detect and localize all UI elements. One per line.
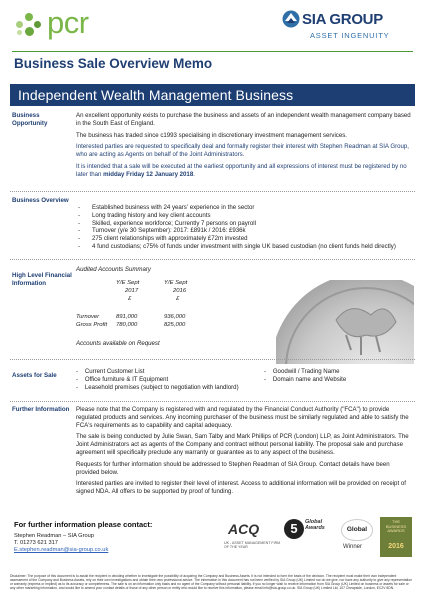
- section-label: Assets for Sale: [12, 372, 57, 379]
- pcr-logo: [14, 5, 134, 40]
- section-further-information: [10, 404, 415, 514]
- column-header: Y/E Sept: [116, 279, 140, 286]
- table-cell: 891,000: [116, 313, 138, 320]
- global-awards-logo: [284, 517, 332, 553]
- business-award-text: THE BUSINESS AWARDS: [385, 519, 407, 534]
- opportunity-paragraph: An excellent opportunity exists to purchase the business and assets of an independent wealth management company based in the South East of England.: [76, 112, 411, 127]
- global-text: Global: [346, 526, 368, 533]
- global-awards-number: 5: [284, 519, 304, 539]
- table-cell: 936,000: [164, 313, 186, 320]
- list-item: - Established business with 24 years' experience in the sector: [76, 204, 412, 212]
- section-label: Business Opportunity: [12, 112, 48, 127]
- disclaimer-text: Disclaimer: The purpose of this document is to assist the recipient in deciding whether to investigate the possibility of acquiring the Company and Business Assets. It is not intended to form the basis of the decision. The recipient must make their own independent assessment of the Company and Business Assets, rely on their own investigations and obtain their own professional advice. The information in this document has not been verified by SIA Group (UK) Limited nor do we give, nor have any authority to give any representation or warranty (express or implied) as to its accuracy or completeness. The sale is on an information only basis and no agent of the Company without personal liability. If you no longer wish to receive information from SIA Group (UK) Limited on business or assets for sale or any other marketing information, and would like to amend your contact details or those of any other person or entity who would like to receive this information, please email info@sia-group.co.uk. SIA Group (UK) Limited Ltd, 107 Cheapside, London, EC2V 6DN.: [10, 574, 412, 591]
- column-unit: £: [176, 295, 180, 302]
- sia-logo-name: SIA GROUP: [302, 11, 383, 28]
- header-divider: [12, 51, 413, 52]
- page-header: [0, 0, 425, 52]
- sia-emblem-icon: [282, 10, 300, 28]
- acq-award-logo: [224, 521, 281, 553]
- asset-label: Goodwill / Trading Name: [272, 368, 340, 375]
- column-header: Y/E Sept: [164, 279, 188, 286]
- list-item: - Long trading history and key client accounts: [76, 212, 412, 220]
- overview-list: [76, 204, 412, 251]
- acq-award-subtitle: UK - ASSET MANAGEMENT FIRM OF THE YEAR: [224, 541, 281, 550]
- column-year: 2016: [173, 287, 187, 294]
- further-paragraph: Please note that the Company is registered with and regulated by the Financial Conduct Authority ("FCA") to provide regulated products and services. Any incoming purchaser of the business must be similarly regulated and able to satisfy the FCA's requirements as to capability and capital adequacy.: [76, 406, 409, 429]
- asset-label: Office furniture & IT Equipment: [84, 376, 169, 383]
- list-item: - Leasehold premises (subject to negotiation with landlord): [76, 384, 239, 391]
- table-cell: 780,000: [116, 321, 138, 328]
- section-body: [76, 368, 412, 398]
- asset-label: Domain name and Website: [272, 376, 347, 383]
- list-item: - Current Customer List: [76, 368, 145, 375]
- section-business-overview: [10, 194, 415, 260]
- list-item: - Turnover (y/e 30 September): 2017: £891k / 2016: £936k: [76, 227, 412, 235]
- table-row-label: Turnover: [76, 313, 100, 320]
- accounts-table: [76, 280, 276, 338]
- accounts-note: Accounts available on Request: [76, 339, 160, 347]
- contact-email-link[interactable]: E.stephen.readman@sia-group.co.uk: [14, 547, 109, 554]
- sia-group-logo: [282, 8, 422, 48]
- assets-list: [76, 368, 412, 398]
- column-year: 2017: [125, 287, 139, 294]
- contact-phone[interactable]: T. 01273 621 317: [14, 540, 58, 547]
- list-item: - Office furniture & IT Equipment: [76, 376, 169, 383]
- asset-label: Leasehold premises (subject to negotiation with landlord): [84, 384, 239, 391]
- contact-title: For further information please contact:: [14, 520, 153, 529]
- column-unit: £: [128, 295, 132, 302]
- list-item: - 4 fund custodians; c75% of funds under investment with single UK based custodian (no client funds held directly): [76, 243, 412, 251]
- section-business-opportunity: [10, 110, 415, 192]
- section-label: High Level Financial Information: [12, 272, 72, 287]
- global-awards-text: Global Awards: [305, 519, 325, 531]
- further-paragraph: Interested parties are invited to register their level of interest. Access to additional information will be provided on receipt of signed NDA. All offers to be supported by proof of funding.: [76, 480, 406, 496]
- global-winner-logo: [340, 519, 374, 555]
- section-label: Business Overview: [12, 197, 69, 204]
- opportunity-paragraph: Interested parties are requested to specifically deal and formally register their interest with Stephen Readman at SIA Group, who are acting as Agents on behalf of the Joint Administrators.: [76, 143, 409, 159]
- asset-label: Current Customer List: [84, 368, 145, 375]
- section-label: Further Information: [12, 406, 70, 413]
- section-body: [76, 406, 412, 500]
- section-body: [76, 204, 412, 251]
- further-paragraph: Requests for further information should be addressed to Stephen Readman of SIA Group. Contact details have been provided below.: [76, 460, 390, 476]
- memo-title: Business Sale Overview Memo: [14, 56, 213, 71]
- winner-text: Winner: [343, 544, 363, 550]
- acq-award-text: ACQ: [228, 521, 260, 537]
- section-financial-information: [10, 262, 415, 360]
- sia-logo-tagline: ASSET INGENUITY: [310, 31, 390, 40]
- accounts-summary-title: Audited Accounts Summary: [76, 266, 151, 273]
- contact-block: [14, 520, 254, 555]
- opportunity-deadline-paragraph: [76, 163, 412, 179]
- list-item: - Skilled, experience workforce; Currently 7 persons on payroll: [76, 220, 412, 228]
- opportunity-paragraph: The business has traded since c1993 specialising in discretionary investment management services.: [76, 131, 347, 139]
- further-paragraph: The sale is being conducted by Julie Swan, Sam Talby and Mark Phillips of PCR (London) LLP, as Joint Administrators. The Joint Administrators act as agents of the Company and contract without personal liability. The proposal sale and purchase agreement will specifically preclude any warranty or guarantee as to any aspect of the business.: [76, 433, 409, 456]
- business-award-year: 2016: [388, 543, 404, 550]
- table-cell: 825,000: [164, 321, 186, 328]
- pcr-logo-text: pcr: [47, 5, 89, 40]
- contact-name: Stephen Readman – SIA Group: [14, 533, 94, 539]
- list-item: - Goodwill / Trading Name: [264, 368, 340, 375]
- section-assets-for-sale: [10, 362, 415, 402]
- deadline-end: .: [193, 170, 195, 178]
- deadline-text: It is intended that a sale will be executed at the earliest opportunity and all expressions of interest must be registered by no later than: [76, 162, 407, 178]
- section-body: [76, 112, 412, 183]
- list-item: - 275 client relationships with approximately £72m invested: [76, 235, 412, 243]
- table-row-label: Gross Profit: [76, 321, 108, 328]
- deadline-date: midday Friday 12 January 2018: [103, 170, 194, 178]
- business-award-badge: [380, 517, 412, 557]
- banner-title: Independent Wealth Management Business: [18, 87, 294, 103]
- list-item: - Domain name and Website: [264, 376, 347, 383]
- title-banner: [10, 84, 415, 106]
- awards-strip: [224, 517, 414, 561]
- section-body: [76, 266, 412, 348]
- pcr-dots-icon: [14, 13, 44, 39]
